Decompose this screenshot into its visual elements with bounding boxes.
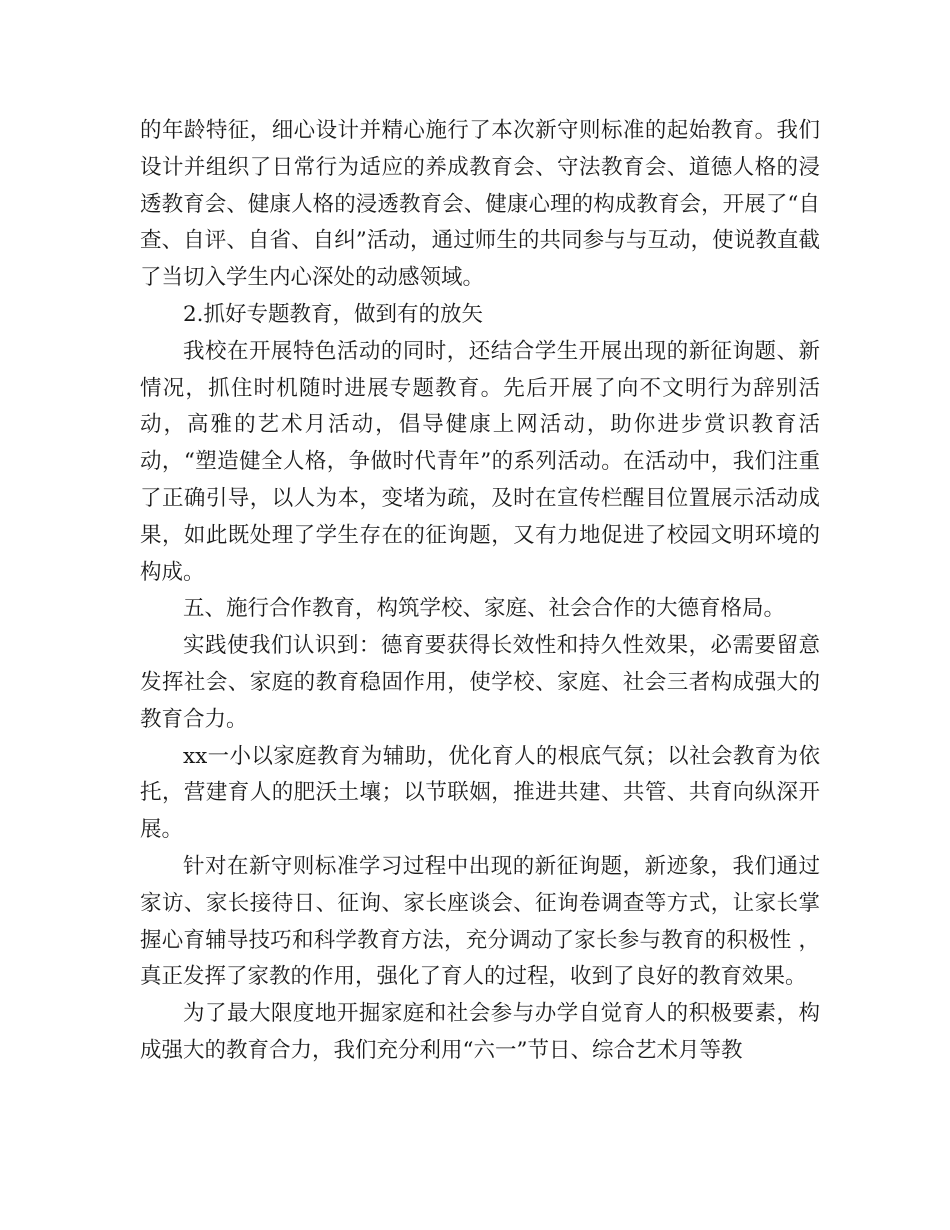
paragraph-new-problems: 针对在新守则标准学习过程中出现的新征询题，新迹象，我们通过家访、家长接待日、征询、家长座谈会、征询卷调查等方式，让家长掌握心育辅导技巧和科学教育方法，充分调动了家长参与教育的积极性 ，真正发挥了家教的作用，强化了育人的过程，收到了良好的教育效果。 <box>140 853 820 990</box>
section-heading-cooperative-education: 五、施行合作教育，构筑学校、家庭、社会合作的大德育格局。 <box>183 596 786 622</box>
paragraph-family-education: xx一小以家庭教育为辅助，优化育人的根底气氛；以社会教育为依托，营建育人的肥沃土壤；以节联姻，推进共建、共管、共育向纵深开展。 <box>140 743 820 843</box>
paragraph-continued: 的年龄特征，细心设计并精心施行了本次新守则标准的起始教育。我们设计并组织了日常行为适应的养成教育会、守法教育会、道德人格的浸透教育会、健康人格的浸透教育会、健康心理的构成教育会，开展了“自查、自评、自省、自纠”活动，通过师生的共同参与与互动，使说教直截了当切入学生内心深处的动感领域。 <box>140 118 820 291</box>
paragraph-topic-education: 我校在开展特色活动的同时，还结合学生开展出现的新征询题、新情况，抓住时机随时进展专题教育。先后开展了向不文明行为辞别活动，高雅的艺术月活动，倡导健康上网活动，助你进步赏识教育活动，“塑造健全人格，争做时代青年”的系列活动。在活动中，我们注重了正确引导，以人为本，变堵为疏，及时在宣传栏醒目位置展示活动成果，如此既处理了学生存在的征询题，又有力地促进了校园文明环境的构成。 <box>140 338 820 585</box>
paragraph-practice: 实践使我们认识到：德育要获得长效性和持久性效果，必需要留意发挥社会、家庭的教育稳固作用，使学校、家庭、社会三者构成强大的教育合力。 <box>140 633 820 732</box>
paragraph-maximize-factors: 为了最大限度地开掘家庭和社会参与办学自觉育人的积极要素，构成强大的教育合力，我们充分利用“六一”节日、综合艺术月等教 <box>140 1001 820 1063</box>
document-page <box>140 113 820 1070</box>
subheading-topic-education: 2.抓好专题教育，做到有的放矢 <box>183 301 484 327</box>
